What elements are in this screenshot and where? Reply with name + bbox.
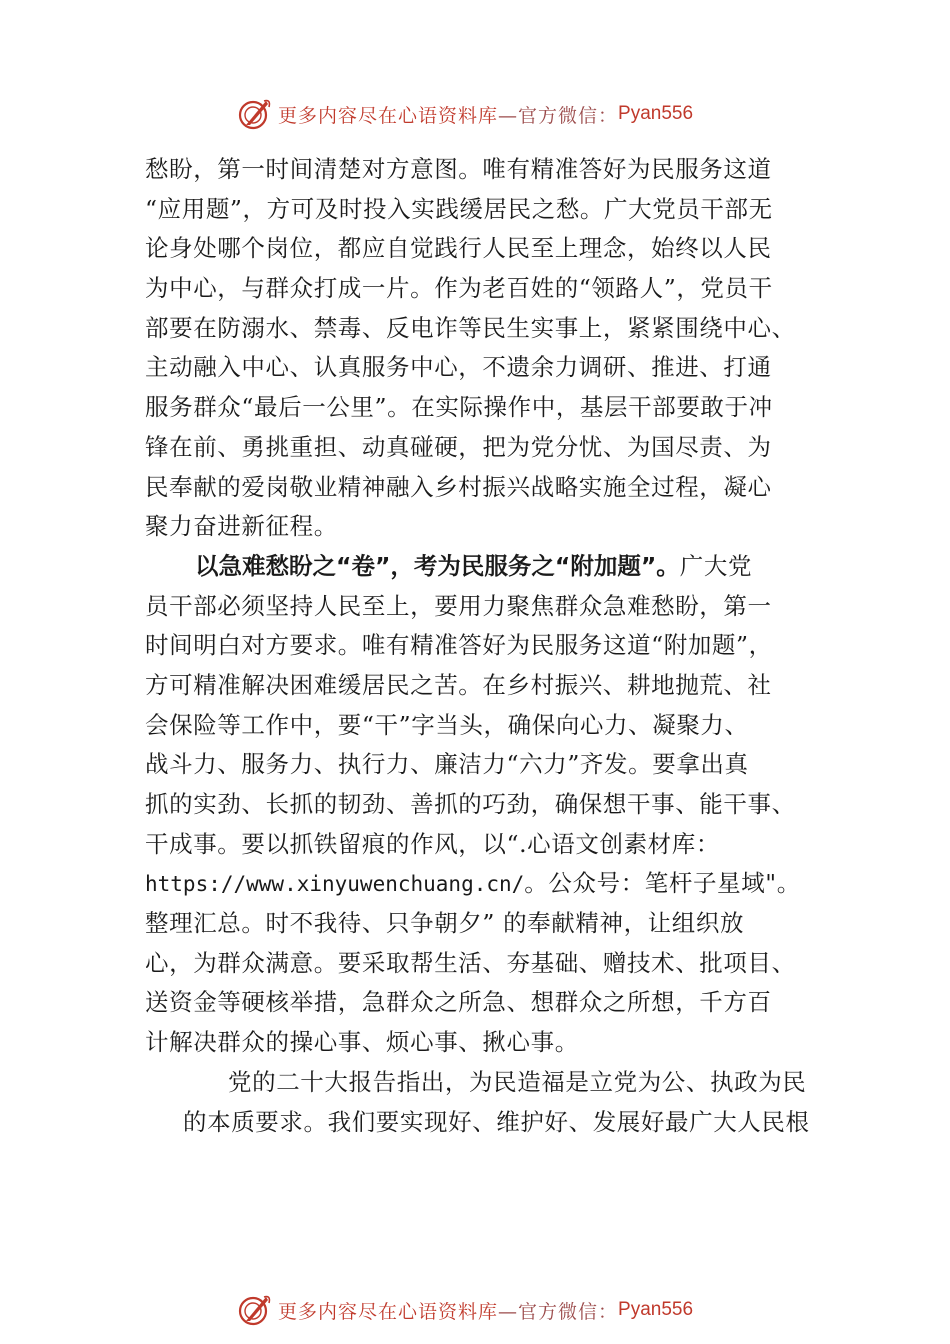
text-line: 部要在防溺水、禁毒、反电诈等民生实事上，紧紧围绕中心、 <box>145 313 796 342</box>
text-line: 员干部必须坚持人民至上，要用力聚焦群众急难愁盼，第一 <box>145 591 772 620</box>
quill-logo-icon <box>238 1293 272 1327</box>
text-line: 的本质要求。我们要实现好、维护好、发展好最广大人民根 <box>183 1107 810 1136</box>
quill-logo-icon <box>238 97 272 131</box>
text-line <box>145 547 825 587</box>
text-line: 计解决群众的操心事、烦心事、揪心事。 <box>145 1028 579 1057</box>
text-run: 广大党 <box>679 551 753 580</box>
text-line: 服务群众“最后一公里”。在实际操作中，基层干部要敢于冲 <box>145 393 773 422</box>
banner-wechat-id: Pyan556 <box>618 1299 694 1320</box>
document-body <box>145 150 825 1142</box>
text-line: 聚力奋进新征程。 <box>145 512 338 541</box>
text-line: 时间明白对方要求。唯有精准答好为民服务这道“附加题”， <box>145 631 773 660</box>
text-line: 愁盼，第一时间清楚对方意图。唯有精准答好为民服务这道 <box>145 155 772 183</box>
banner-title: 更多内容尽在心语资料库 <box>278 104 499 127</box>
text-line: 抓的实劲、长抓的韧劲、善抓的巧劲，确保想干事、能干事、 <box>145 790 796 818</box>
paragraph-2 <box>145 547 825 1063</box>
banner-title: 更多内容尽在心语资料库 <box>278 1300 499 1323</box>
text-line: 会保险等工作中，要“干”字当头，确保向心力、凝聚力、 <box>145 710 749 739</box>
banner-wechat-id: Pyan556 <box>618 103 694 124</box>
header-banner <box>0 94 950 134</box>
text-line: 党的二十大报告指出，为民造福是立党为公、执政为民 <box>228 1067 807 1096</box>
text-line: 心，为群众满意。要采取帮生活、夯基础、赠技术、批项目、 <box>145 948 796 977</box>
text-line: 干成事。要以抓铁留痕的作风，以“.心语文创素材库： <box>145 829 720 858</box>
text-line: 民奉献的爱岗敬业精神融入乡村振兴战略实施全过程，凝心 <box>145 472 772 501</box>
text-line: 主动融入中心、认真服务中心，不遗余力调研、推进、打通 <box>145 353 772 382</box>
url-text: https://www.xinyuwenchuang.cn/ <box>145 872 525 897</box>
paragraph-3 <box>145 1063 825 1142</box>
banner-wechat-label: —官方微信： <box>498 1300 619 1323</box>
text-line: 整理汇总。时不我待、只争朝夕” 的奉献精神，让组织放 <box>145 909 745 938</box>
text-line: 送资金等硬核举措，急群众之所急、想群众之所想，千方百 <box>145 988 772 1017</box>
paragraph-1 <box>145 150 825 547</box>
text-line: 为中心，与群众打成一片。作为老百姓的“领路人”，党员干 <box>145 274 773 303</box>
text-line: 方可精准解决困难缓居民之苦。在乡村振兴、耕地抛荒、社 <box>145 670 772 699</box>
text-run: 。公众号：笔杆子星域"。 <box>524 869 801 898</box>
text-line: 锋在前、勇挑重担、动真碰硬，把为党分忧、为国尽责、为 <box>145 432 772 461</box>
text-line: 战斗力、服务力、执行力、廉洁力“六力”齐发。要拿出真 <box>145 750 749 779</box>
footer-banner <box>0 1290 950 1330</box>
text-line <box>145 864 825 904</box>
text-line: “应用题”，方可及时投入实践缓居民之愁。广大党员干部无 <box>145 194 773 223</box>
banner-wechat-label: —官方微信： <box>498 104 619 127</box>
section-heading: 以急难愁盼之“卷”，考为民服务之“附加题”。 <box>195 551 680 580</box>
text-line: 论身处哪个岗位，都应自觉践行人民至上理念，始终以人民 <box>145 234 772 263</box>
